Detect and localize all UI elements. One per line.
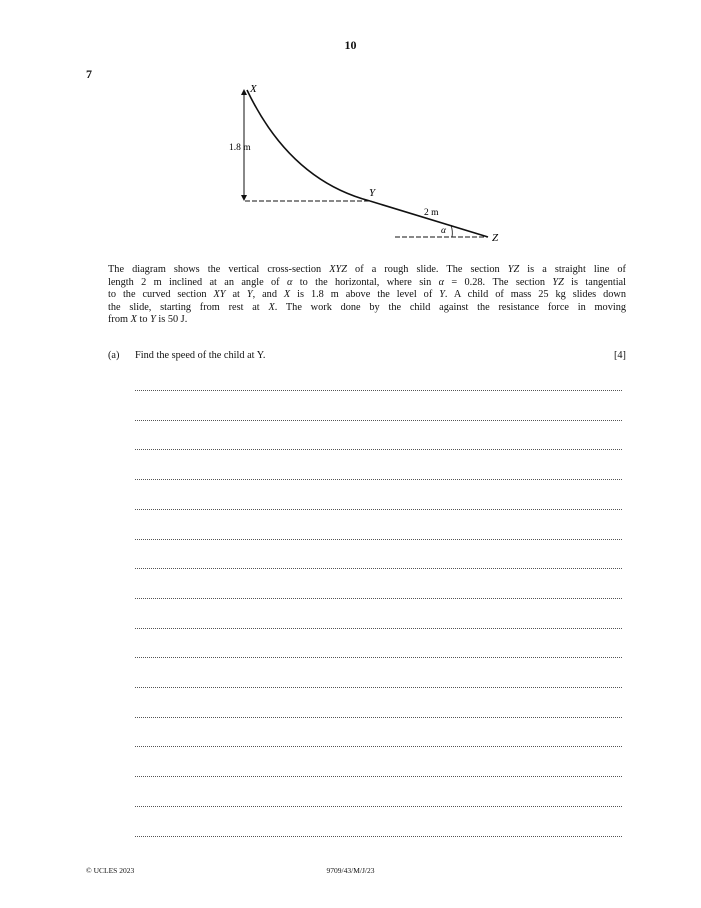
footer-code: 9709/43/M/J/23 bbox=[326, 866, 375, 875]
text-segment: The diagram shows the vertical cross-section bbox=[108, 264, 330, 275]
text-segment: is a straight line of bbox=[519, 264, 626, 275]
label-angle: α bbox=[441, 226, 446, 236]
answer-line[interactable] bbox=[135, 806, 622, 807]
answer-line[interactable] bbox=[135, 509, 622, 510]
text-segment: of a rough slide. The section bbox=[346, 264, 508, 275]
math-symbol: XYZ bbox=[329, 264, 347, 275]
math-symbol: YZ bbox=[507, 264, 520, 275]
math-symbol: α bbox=[438, 276, 444, 288]
math-symbol: YZ bbox=[552, 276, 564, 288]
text-line bbox=[108, 277, 626, 290]
text-segment: the slide, starting from rest at bbox=[108, 301, 269, 313]
answer-line[interactable] bbox=[135, 479, 622, 480]
label-y: Y bbox=[369, 187, 376, 199]
answer-line[interactable] bbox=[135, 628, 622, 629]
math-symbol: XY bbox=[213, 289, 226, 301]
line-yz bbox=[370, 201, 488, 237]
answer-line[interactable] bbox=[135, 717, 622, 718]
math-symbol: X bbox=[268, 301, 275, 313]
math-symbol: Y bbox=[246, 289, 253, 301]
text-line bbox=[108, 314, 626, 327]
text-segment: = 0.28. The section bbox=[443, 276, 553, 288]
text-line bbox=[108, 289, 626, 302]
text-segment: , and bbox=[252, 289, 284, 301]
text-line bbox=[108, 302, 626, 315]
answer-line[interactable] bbox=[135, 657, 622, 658]
part-a-text: Find the speed of the child at Y. bbox=[135, 350, 266, 361]
slide-diagram bbox=[0, 0, 701, 260]
curve-xy bbox=[247, 90, 370, 201]
answer-line[interactable] bbox=[135, 568, 622, 569]
page-number: 10 bbox=[344, 38, 357, 52]
text-segment: is tangential bbox=[563, 276, 626, 288]
answer-line[interactable] bbox=[135, 390, 622, 391]
math-symbol: Y bbox=[150, 314, 156, 326]
text-segment: to the horizontal, where sin bbox=[292, 276, 439, 288]
answer-line[interactable] bbox=[135, 836, 622, 837]
text-segment: length 2 m inclined at an angle of bbox=[108, 276, 287, 288]
text-segment: to bbox=[136, 314, 151, 326]
part-a-marks: [4] bbox=[613, 350, 626, 361]
text-segment: from bbox=[108, 314, 131, 326]
math-symbol: X bbox=[283, 289, 291, 301]
math-symbol: Y bbox=[439, 289, 445, 301]
part-a-label: (a) bbox=[108, 350, 120, 361]
answer-line[interactable] bbox=[135, 598, 622, 599]
text-segment: at bbox=[225, 289, 247, 301]
footer-copyright: © UCLES 2023 bbox=[86, 866, 135, 875]
text-segment: is 50 J. bbox=[155, 314, 188, 326]
text-segment: to the curved section bbox=[108, 289, 214, 301]
text-segment: is 1.8 m above the level of bbox=[290, 289, 440, 301]
text-segment: . A child of mass 25 kg slides down bbox=[444, 289, 626, 301]
label-height: 1.8 m bbox=[229, 143, 251, 153]
answer-line[interactable] bbox=[135, 746, 622, 747]
answer-line[interactable] bbox=[135, 539, 622, 540]
label-x: X bbox=[250, 83, 257, 95]
label-z: Z bbox=[492, 232, 499, 244]
answer-line[interactable] bbox=[135, 776, 622, 777]
math-symbol: α bbox=[286, 276, 293, 288]
text-line bbox=[108, 264, 626, 277]
answer-line[interactable] bbox=[135, 687, 622, 688]
question-text bbox=[108, 264, 626, 327]
math-symbol: X bbox=[130, 314, 137, 326]
text-segment: . The work done by the child against the resistance force in moving bbox=[274, 301, 626, 313]
question-number: 7 bbox=[86, 67, 92, 81]
answer-line[interactable] bbox=[135, 449, 622, 450]
label-length: 2 m bbox=[424, 208, 439, 218]
answer-line[interactable] bbox=[135, 420, 622, 421]
